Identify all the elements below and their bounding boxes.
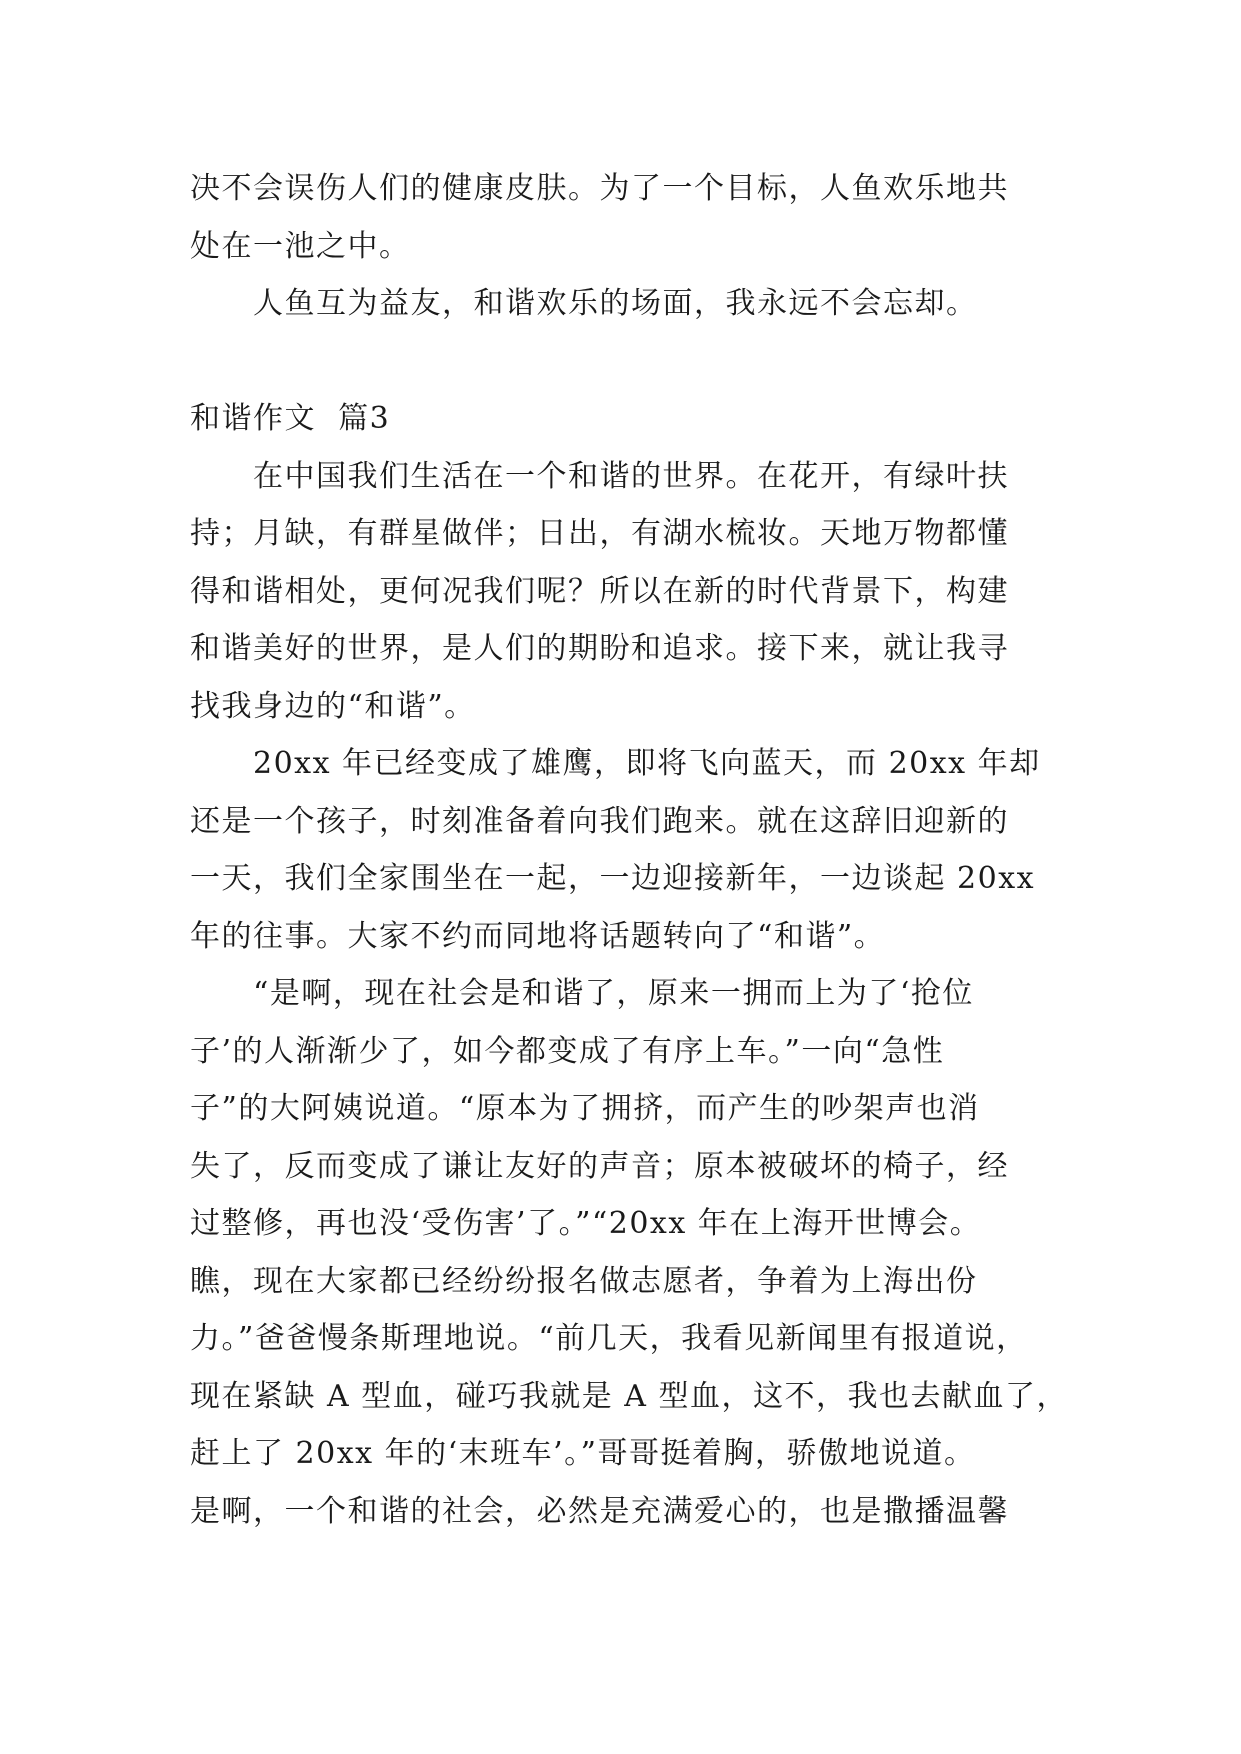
text-line: 还是一个孩子，时刻准备着向我们跑来。就在这辞旧迎新的	[190, 803, 1009, 839]
text-line: 是啊，一个和谐的社会，必然是充满爱心的，也是撒播温馨	[190, 1493, 1009, 1529]
text-line: 持；月缺，有群星做伴；日出，有湖水梳妆。天地万物都懂	[190, 516, 1009, 551]
text-line: “是啊，现在社会是和谐了，原来一拥而上为了‘抢位	[190, 976, 974, 1011]
document-body	[190, 160, 1068, 1540]
text-line: 瞧，现在大家都已经纷纷报名做志愿者，争着为上海出份	[190, 1263, 978, 1299]
text-line: 和谐美好的世界，是人们的期盼和追求。接下来，就让我寻	[190, 631, 1009, 666]
section-heading: 和谐作文 篇3	[190, 401, 391, 436]
text-line: 过整修，再也没‘受伤害’了。”“20xx 年在上海开世博会。	[190, 1206, 982, 1241]
text-line: 子’的人渐渐少了，如今都变成了有序上车。”一向“急性	[190, 1033, 945, 1069]
text-line: 现在紧缺 A 型血，碰巧我就是 A 型血，这不，我也去献血了，	[190, 1378, 1068, 1414]
text-line: 赶上了 20xx 年的‘末班车’。”哥哥挺着胸，骄傲地说道。	[190, 1436, 976, 1471]
paragraph-gap	[190, 333, 1050, 391]
text-line: 一天，我们全家围坐在一起，一边迎接新年，一边谈起 20xx	[190, 861, 1036, 896]
text-line: 失了，反而变成了谦让友好的声音；原本被破坏的椅子，经	[190, 1148, 1009, 1184]
text-line: 力。”爸爸慢条斯理地说。“前几天，我看见新闻里有报道说，	[190, 1321, 1028, 1356]
text-line: 找我身边的“和谐”。	[190, 688, 476, 724]
text-line: 得和谐相处，更何况我们呢？所以在新的时代背景下，构建	[190, 573, 1009, 609]
text-line: 决不会误伤人们的健康皮肤。为了一个目标，人鱼欢乐地共	[190, 171, 1009, 206]
text-line: 人鱼互为益友，和谐欢乐的场面，我永远不会忘却。	[190, 286, 978, 321]
text-line: 子”的大阿姨说道。“原本为了拥挤，而产生的吵架声也消	[190, 1091, 980, 1126]
text-line: 在中国我们生活在一个和谐的世界。在花开，有绿叶扶	[190, 458, 1009, 494]
text-line: 20xx 年已经变成了雄鹰，即将飞向蓝天，而 20xx 年却	[190, 746, 1041, 781]
text-line: 处在一池之中。	[190, 228, 411, 264]
text-line: 年的往事。大家不约而同地将话题转向了“和谐”。	[190, 918, 886, 954]
